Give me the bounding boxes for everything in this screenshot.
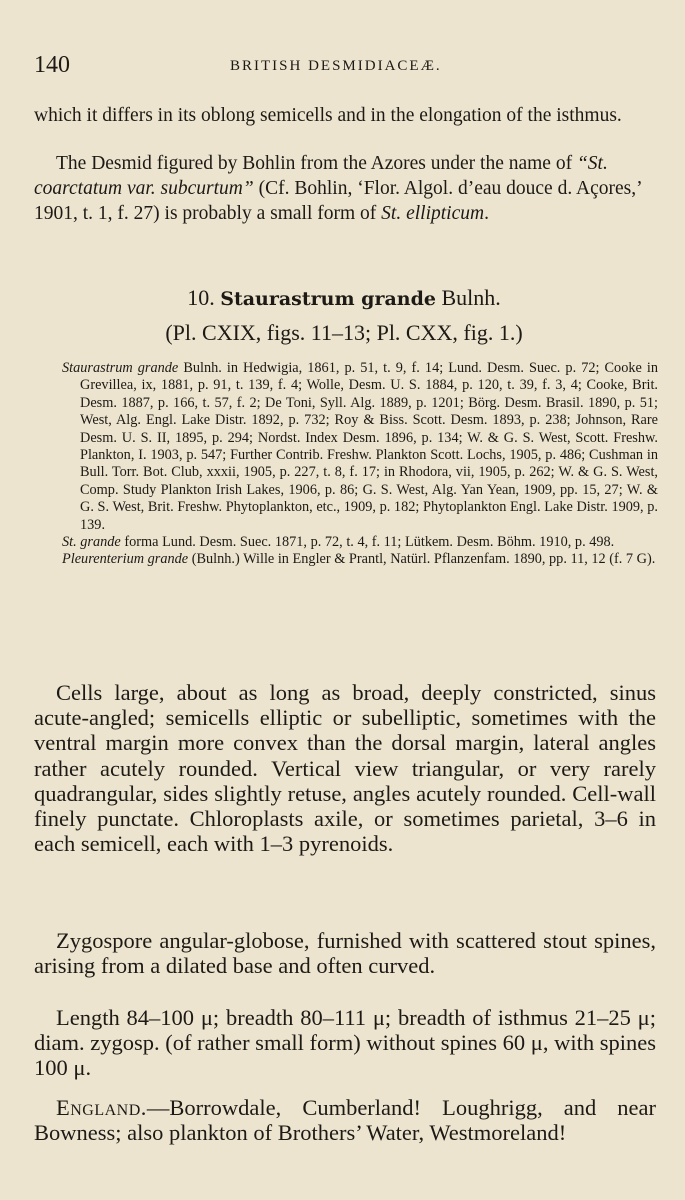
intro-text-2a: The Desmid figured by Bohlin from the Azores under the name of xyxy=(56,153,577,174)
species-name: Staurastrum grande xyxy=(220,288,436,310)
synonymy-entry xyxy=(62,534,658,551)
intro-text-2e: . xyxy=(484,203,489,224)
page-header xyxy=(34,52,654,82)
description-dimensions xyxy=(34,1005,656,1081)
description-cells-text: Cells large, about as long as broad, deeply constricted, sinus acute-angled; semicells elliptic or subelliptic, sometimes with the ventral margin more convex than the dorsal margin, lateral angles rather acutely rounded. Vertical view triangular, or very rarely quadrangular, sides slightly retuse, angles acutely rounded. Cell-wall finely punctate. Chloroplasts axile, or sometimes parietal, 3–6 in each semicell, each with 1–3 pyrenoids. xyxy=(34,680,656,857)
synonymy-entry xyxy=(62,360,658,534)
synonymy-list xyxy=(62,360,658,569)
synonymy-citation: Bulnh. in Hedwigia, 1861, p. 51, t. 9, f. 14; Lund. Desm. Suec. p. 72; Cooke in Grevillea, ix, 1881, p. 91, t. 139, f. 4; Wolle, Desm. U. S. 1884, p. 120, t. 39, f. 3, 4; Cooke, Brit. Desm. 1887, p. 166, t. 57, f. 2; De Toni, Syll. Alg. 1889, p. 1201; Börg. Desm. Brasil. 1890, p. 51; West, Alg. Engl. Lake Distr. 1892, p. 732; Roy & Biss. Scott. Desm. 1893, p. 238; Johnson, Rare Desm. U. S. II, 1895, p. 294; Nordst. Index Desm. 1896, p. 134; W. & G. S. West, Scott. Freshw. Plankton, I. 1903, p. 547; Further Contrib. Freshw. Plankton Scott. Lochs, 1905, p. 486; Cushman in Bull. Torr. Bot. Club, xxxii, 1905, p. 227, t. 8, f. 17; in Rhodora, vii, 1905, p. 262; W. & G. S. West, Comp. Study Plankton Irish Lakes, 1906, p. 86; G. S. West, Alg. Yan Yean, 1909, pp. 15, 27; W. & G. S. West, Brit. Freshw. Phytoplankton, etc., 1909, p. 182; Phytoplankton Engl. Lake Distr. 1909, p. 139. xyxy=(80,360,659,533)
description-zygospore xyxy=(34,928,656,978)
description-zygospore-text: Zygospore angular-globose, furnished with scattered stout spines, arising from a dilated base and often curved. xyxy=(34,928,656,979)
species-heading xyxy=(34,285,654,311)
synonymy-citation: (Bulnh.) Wille in Engler & Prantl, Natürl. Pflanzenfam. 1890, pp. 11, 12 (f. 7 G). xyxy=(188,551,656,568)
synonymy-taxon: St. grande xyxy=(62,534,121,551)
intro-text-1: which it differs in its oblong semicells and in the elongation of the isthmus. xyxy=(34,105,622,126)
intro-paragraph-1 xyxy=(34,103,654,128)
plate-reference: (Pl. CXIX, figs. 11–13; Pl. CXX, fig. 1.) xyxy=(165,320,523,345)
description-dimensions-text: Length 84–100 μ; breadth 80–111 μ; breadth of isthmus 21–25 μ; diam. zygosp. (of rather small form) without spines 60 μ, with spines 100 μ. xyxy=(34,1005,656,1081)
intro-paragraph-2 xyxy=(34,151,654,226)
intro-taxon-ellipticum: St. ellipticum xyxy=(381,203,485,224)
synonymy-entry xyxy=(62,551,658,568)
locality-text: —Borrowdale, Cumberland! Loughrigg, and near Bowness; also plankton of Brothers’ Water, Westmoreland! xyxy=(34,1095,656,1146)
synonymy-citation: forma Lund. Desm. Suec. 1871, p. 72, t. 4, f. 11; Lütkem. Desm. Böhm. 1910, p. 498. xyxy=(120,534,615,551)
species-author: Bulnh. xyxy=(441,285,501,310)
description-cells xyxy=(34,680,656,856)
page-number: 140 xyxy=(34,52,70,78)
description-locality xyxy=(34,1095,656,1145)
running-head: BRITISH DESMIDIACEÆ. xyxy=(230,58,442,74)
synonymy-taxon: Staurastrum grande xyxy=(62,360,179,376)
synonymy-taxon: Pleurenterium grande xyxy=(62,551,189,568)
species-number: 10. xyxy=(187,285,215,310)
locality-label: England. xyxy=(56,1095,147,1120)
intro-taxon-coarctatum: “St. coarctatum var. subcurtum” xyxy=(34,153,608,199)
intro-text-2c: (Cf. Bohlin, ‘Flor. Algol. d’eau douce d. Açores,’ 1901, t. 1, f. 27) is probably a small form of xyxy=(34,178,642,224)
